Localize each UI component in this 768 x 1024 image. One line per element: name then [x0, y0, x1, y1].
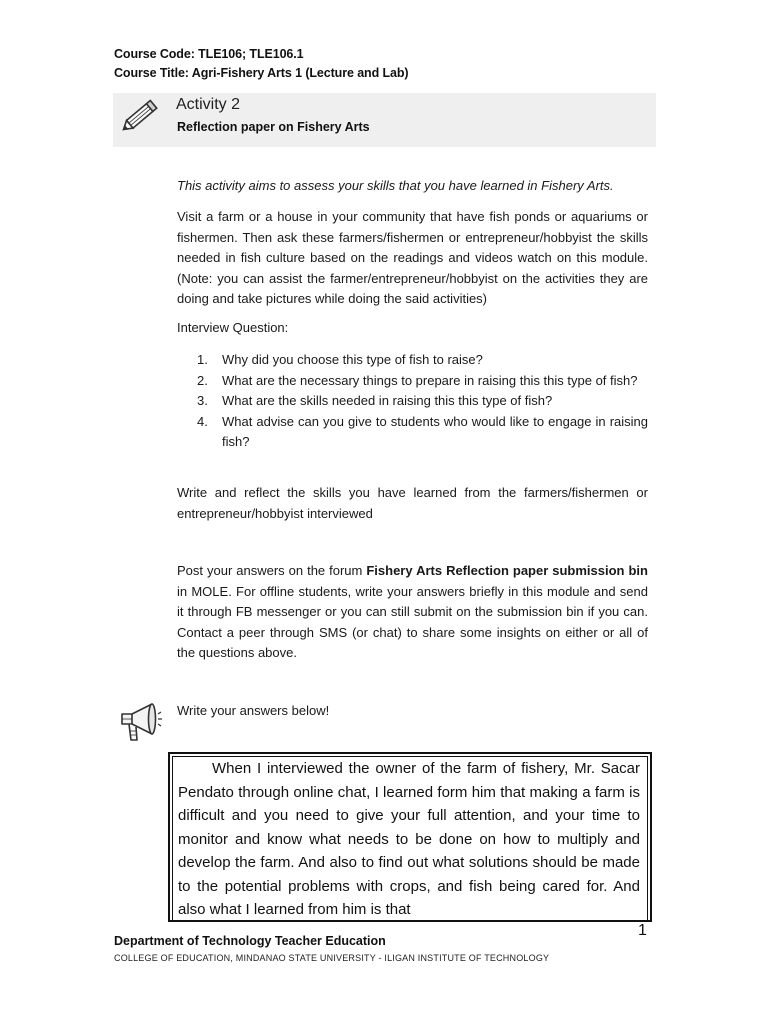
activity-title: Reflection paper on Fishery Arts	[177, 120, 370, 134]
question-text: What advise can you give to students who would like to engage in raising fish?	[222, 413, 648, 449]
instructions-text: Visit a farm or a house in your community that have fish ponds or aquariums or fishermen. Then ask these farmers/fishermen or entrepreneur/hobbyist the skills needed in fish culture based on the readings and videos watch on this module. (Note: you can assist the farmer/entrepreneur/hobbyist on the activities they are doing and take pictures while doing the said activities)	[177, 209, 648, 306]
question-number: 3.	[197, 393, 208, 408]
question-number: 2.	[197, 372, 208, 388]
reflect-text: Write and reflect the skills you have learned from the farmers/fishermen or entrepreneur/hobbyist interviewed	[177, 485, 648, 521]
footer-department: Department of Technology Teacher Education	[114, 934, 386, 948]
question-item	[197, 391, 648, 412]
answer-box	[168, 752, 652, 922]
question-item	[197, 412, 648, 453]
question-item	[197, 371, 648, 392]
question-number: 4.	[197, 413, 208, 429]
activity-number: Activity 2	[176, 96, 241, 113]
post-text	[177, 561, 648, 664]
question-list	[197, 350, 648, 453]
post-text-before: Post your answers on the forum	[177, 563, 367, 578]
intro-text: This activity aims to assess your skills that you have learned in Fishery Arts.	[177, 178, 614, 193]
megaphone-icon	[118, 700, 164, 744]
footer-college: COLLEGE OF EDUCATION, MINDANAO STATE UNIVERSITY - ILIGAN INSTITUTE OF TECHNOLOGY	[114, 953, 550, 963]
course-title: Course Title: Agri-Fishery Arts 1 (Lecture and Lab)	[114, 66, 409, 80]
interview-heading: Interview Question:	[177, 320, 289, 335]
question-text: What are the skills needed in raising this this type of fish?	[222, 393, 553, 408]
post-text-after: in MOLE. For offline students, write your answers briefly in this module and send it through FB messenger or you can still submit on the submission bin if you can. Contact a peer through SMS (or chat) to share some insights on either or all of the questions above.	[177, 583, 648, 660]
question-item	[197, 350, 648, 371]
forum-name: Fishery Arts Reflection paper submission bin	[366, 563, 648, 578]
course-code: Course Code: TLE106; TLE106.1	[114, 47, 304, 61]
question-number: 1.	[197, 352, 208, 367]
answer-text: When I interviewed the owner of the farm of fishery, Mr. Sacar Pendato through online chat, I learned form him that making a farm is difficult and you need to give your full attention, and your time to monitor and know what needs to be done on how to multiply and develop the farm. And also to find out what solutions should be made to the potential problems with crops, and fish being cared for. And also what I learned from him is that	[178, 760, 640, 918]
answer-prompt: Write your answers below!	[177, 703, 330, 718]
page-number: 1	[638, 922, 647, 939]
pencil-icon	[120, 92, 164, 136]
question-text: What are the necessary things to prepare in raising this this type of fish?	[222, 372, 638, 388]
question-text: Why did you choose this type of fish to raise?	[222, 352, 483, 367]
